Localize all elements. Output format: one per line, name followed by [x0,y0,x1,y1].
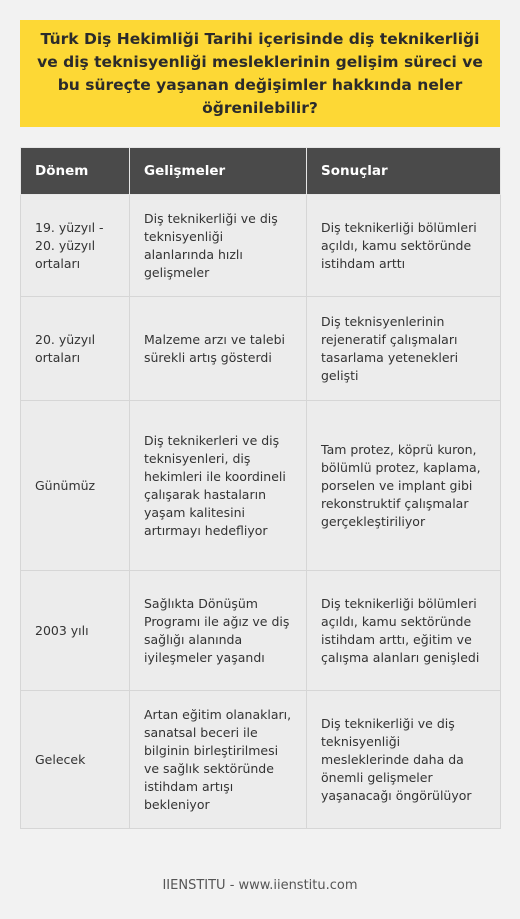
table-row [21,691,501,829]
table-header-row [21,148,501,195]
development-table [20,147,501,829]
cell-donem: 19. yüzyıl - 20. yüzyıl ortaları [21,195,130,297]
cell-sonuclar: Diş teknikerliği bölümleri açıldı, kamu sektöründe istihdam arttı, eğitim ve çalışma alanları genişledi [307,571,501,691]
cell-gelismeler: Sağlıkta Dönüşüm Programı ile ağız ve diş sağlığı alanında iyileşmeler yaşandı [130,571,307,691]
cell-sonuclar: Tam protez, köprü kuron, bölümlü protez, kaplama, porselen ve implant gibi rekonstruktif çalışmalar gerçekleştiriliyor [307,401,501,571]
table-row [21,401,501,571]
cell-gelismeler: Diş teknikerleri ve diş teknisyenleri, diş hekimleri ile koordineli çalışarak hastaların yaşam kalitesini artırmayı hedefliyor [130,401,307,571]
column-header-donem: Dönem [21,148,130,195]
title-banner [20,20,500,127]
cell-sonuclar: Diş teknikerliği bölümleri açıldı, kamu sektöründe istihdam arttı [307,195,501,297]
page-title: Türk Diş Hekimliği Tarihi içerisinde diş teknikerliği ve diş teknisyenliği mesleklerinin gelişim süreci ve bu süreçte yaşanan değişimler hakkında neler öğrenilebilir? [37,29,483,117]
cell-sonuclar: Diş teknikerliği ve diş teknisyenliği mesleklerinde daha da önemli gelişmeler yaşanacağı öngörülüyor [307,691,501,829]
cell-gelismeler: Malzeme arzı ve talebi sürekli artış gösterdi [130,297,307,401]
cell-donem: Gelecek [21,691,130,829]
cell-gelismeler: Artan eğitim olanakları, sanatsal beceri ile bilginin birleştirilmesi ve sağlık sektöründe istihdam artışı bekleniyor [130,691,307,829]
column-header-gelismeler: Gelişmeler [130,148,307,195]
table-row [21,297,501,401]
cell-donem: 20. yüzyıl ortaları [21,297,130,401]
cell-donem: 2003 yılı [21,571,130,691]
cell-donem: Günümüz [21,401,130,571]
cell-gelismeler: Diş teknikerliği ve diş teknisyenliği alanlarında hızlı gelişmeler [130,195,307,297]
table-row [21,195,501,297]
footer-attribution: IIENSTITU - www.iienstitu.com [162,878,358,893]
table-row [21,571,501,691]
cell-sonuclar: Diş teknisyenlerinin rejeneratif çalışmaları tasarlama yetenekleri gelişti [307,297,501,401]
column-header-sonuclar: Sonuçlar [307,148,501,195]
